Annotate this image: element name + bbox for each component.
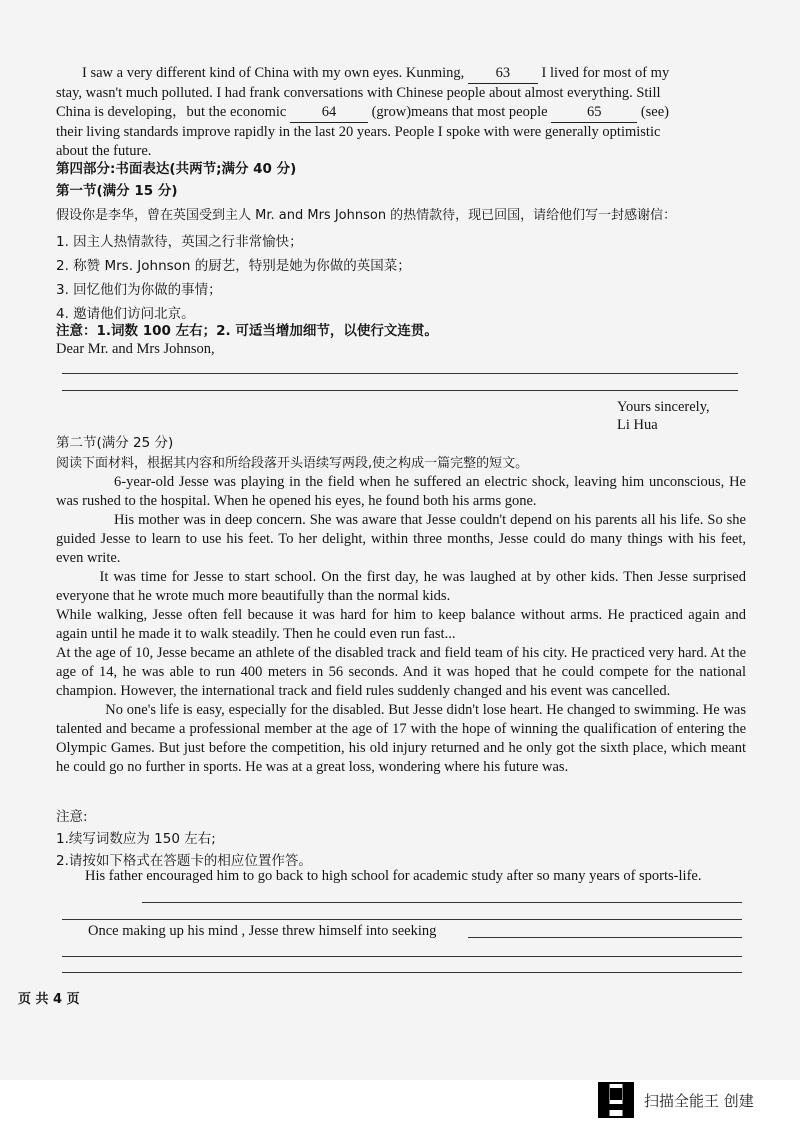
reading-line3-c: (see)	[640, 104, 669, 120]
page-count: 页 共 4 页	[18, 992, 80, 1007]
story-paragraph-2: His mother was in deep concern. She was aware that Jesse couldn't depend on his parents all his life. So she guided Jesse to learn to use his feet. To her delight, within three months, Jesse could do many things with his feet, even write.	[56, 512, 746, 566]
blank-64	[290, 103, 368, 123]
answer-line	[142, 902, 742, 903]
letter-salutation: Dear Mr. and Mrs Johnson,	[56, 341, 215, 357]
letter-closing: Yours sincerely,	[617, 399, 710, 415]
reading-line1-a: I saw a very different kind of China with my own eyes. Kunming,	[82, 65, 465, 81]
answer-line	[62, 956, 742, 957]
point-4: 4. 邀请他们访问北京。	[56, 306, 195, 322]
story-paragraph-6: No one's life is easy, especially for the disabled. But Jesse didn't lose heart. He changed to swimming. He was talented and became a professional member at the age of 17 with the hope of winning the qualification of entering the Olympic Games. But just before the competition, his old injury returned and he only got the sixth place, which meant he could go no further in sports. He was at a great loss, wondering where his future was.	[56, 702, 746, 775]
note-1: 1.续写词数应为 150 左右;	[56, 831, 216, 847]
scanner-credit: 扫描全能王 创建	[644, 1092, 754, 1110]
story-paragraph-1: 6-year-old Jesse was playing in the field when he suffered an electric shock, leaving him unconscious, He was rushed to the hospital. When he opened his eyes, he found both his arms gone.	[56, 474, 746, 509]
reading-line3-a: China is developing，but the economic	[56, 104, 287, 120]
answer-line	[62, 373, 738, 374]
reading-line1-b: I lived for most of my	[541, 65, 670, 81]
reading-line2: stay, wasn't much polluted. I had frank conversations with Chinese people about almost everything. Still	[56, 85, 661, 101]
point-3: 3. 回忆他们为你做的事情；	[56, 282, 222, 298]
section1-heading: 第一节(满分 15 分)	[56, 183, 178, 199]
story-text	[56, 473, 746, 777]
section2-heading: 第二节(满分 25 分)	[56, 435, 174, 451]
answer-line	[62, 390, 738, 391]
section1-points	[56, 230, 756, 326]
story-paragraph-4: While walking, Jesse often fell because it was hard for him to keep balance without arms. He practiced again and again until he made it to walk steadily. Then he could even run fast...	[56, 607, 746, 642]
blank-64-number: 64	[321, 104, 337, 120]
blank-65	[551, 103, 637, 123]
answer-line	[62, 972, 742, 973]
story-paragraph-3: It was time for Jesse to start school. On the first day, he was laughed at by other kids. Then Jesse surprised everyone that he wrote much more beautifully than the normal kids.	[56, 569, 746, 604]
answer-line	[62, 919, 742, 920]
section2-instruction: 阅读下面材料，根据其内容和所给段落开头语续写两段,使之构成一篇完整的短文。	[56, 456, 529, 471]
reading-line4: their living standards improve rapidly in the last 20 years. People I spoke with were generally optimistic	[56, 124, 661, 140]
section1-prompt: 假设你是李华，曾在英国受到主人 Mr. and Mrs Johnson 的热情款待，现已回国，请给他们写一封感谢信：	[56, 208, 677, 223]
section2-note-title: 注意:	[56, 809, 88, 825]
reading-line5: about the future.	[56, 143, 152, 159]
reading-line3-b: (grow)means that most people	[371, 104, 548, 120]
point-1: 1. 因主人热情款待，英国之行非常愉快；	[56, 234, 303, 250]
point-2: 2. 称赞 Mrs. Johnson 的厨艺，特别是她为你做的英国菜；	[56, 258, 411, 274]
letter-signature: Li Hua	[617, 417, 658, 433]
section1-note: 注意：1.词数 100 左右；2. 可适当增加细节，以使行文连贯。	[56, 323, 438, 339]
blank-65-number: 65	[586, 104, 602, 120]
continuation-para2-start: Once making up his mind , Jesse threw himself into seeking	[88, 923, 437, 939]
part4-heading: 第四部分:书面表达(共两节;满分 40 分)	[56, 161, 297, 177]
answer-line	[468, 937, 742, 938]
qr-code-icon	[598, 1082, 634, 1118]
continuation-para1-start: His father encouraged him to go back to high school for academic study after so many years of sports-life.	[85, 868, 702, 884]
story-paragraph-5: At the age of 10, Jesse became an athlete of the disabled track and field team of his city. He practiced very hard. At the age of 14, he was able to run 400 meters in 56 seconds. And it was hoped that he could compete for the national champion. However, the international track and field rules suddenly changed and his event was cancelled.	[56, 645, 746, 699]
reading-passage	[56, 64, 746, 161]
note-2: 2.请按如下格式在答题卡的相应位置作答。	[56, 853, 312, 869]
blank-63	[468, 64, 538, 84]
blank-63-number: 63	[495, 65, 511, 81]
